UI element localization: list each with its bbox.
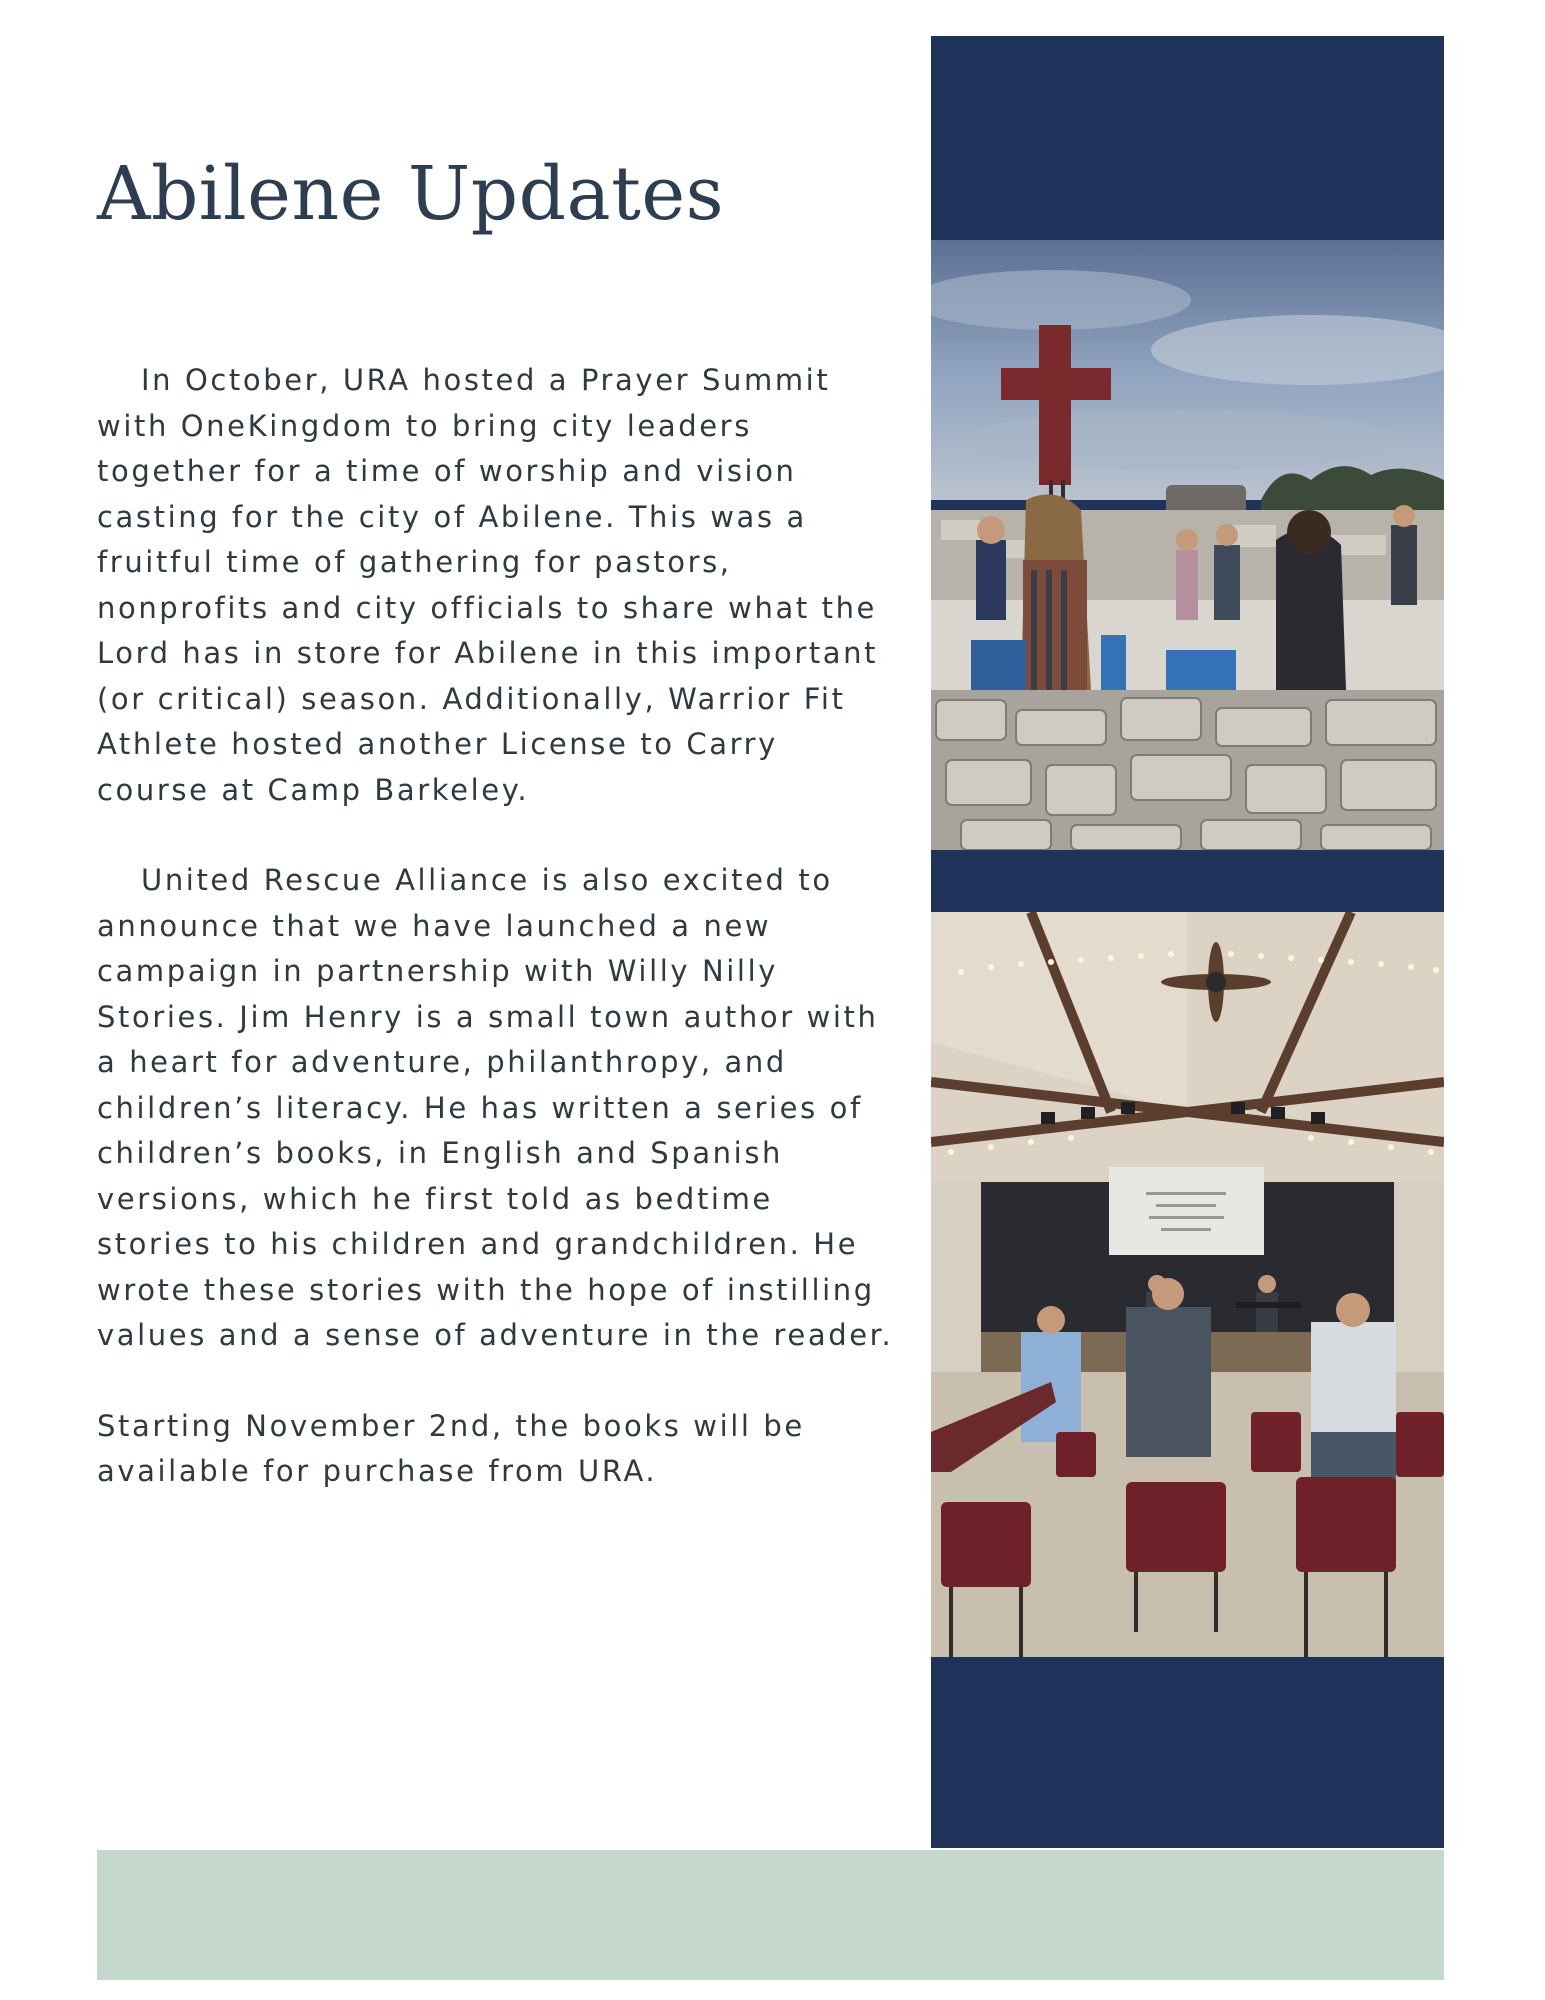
article-paragraph-2-text: United Rescue Alliance is also excited to announce that we have launched a new campaign in partnership with Willy Nilly Stories. Jim Henry is a small town author with a heart for adventure, philanthropy, and children’s literacy. He has written a series of children’s books, in English and Spanish versions, which he first told as bedtime stories to his children and grandchildren. He wrote these stories with the hope of instilling values and a sense of adventure in the reader. <box>97 863 894 1352</box>
article-body <box>97 358 897 1495</box>
prayer-summit-illustration <box>931 240 1444 850</box>
footer-band <box>97 1850 1444 1980</box>
article-paragraph-2 <box>97 858 897 1359</box>
page-title: Abilene Updates <box>97 151 725 237</box>
worship-service-illustration <box>931 912 1444 1657</box>
prayer-summit-photo <box>931 240 1444 850</box>
article-paragraph-3: Starting November 2nd, the books will be available for purchase from URA. <box>97 1408 805 1488</box>
article-paragraph-1-text: In October, URA hosted a Prayer Summit with OneKingdom to bring city leaders together for a time of worship and vision casting for the city of Abilene. This was a fruitful time of gathering for pastors, nonprofits and city officials to share what the Lord has in store for Abilene in this important (or critical) season. Additionally, Warrior Fit Athlete hosted another License to Carry course at Camp Barkeley. <box>97 363 879 807</box>
projection-screen <box>1109 1167 1264 1255</box>
article-paragraph-1 <box>97 358 897 813</box>
worship-service-photo <box>931 912 1444 1657</box>
